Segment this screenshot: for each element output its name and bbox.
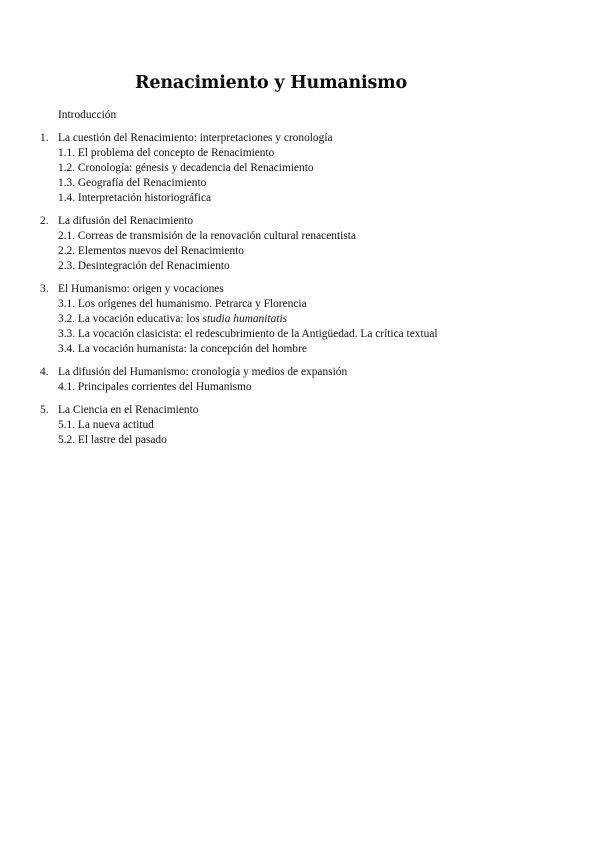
toc-subsection: 2.2. Elementos nuevos del Renacimiento xyxy=(58,245,245,257)
toc-subsection: 1.3. Geografía del Renacimiento xyxy=(58,177,207,189)
document-title: Renacimiento y Humanismo xyxy=(135,73,407,93)
toc-section-heading xyxy=(40,214,438,229)
section-number: 4. xyxy=(40,366,49,378)
toc-subsection: 2.3. Desintegración del Renacimiento xyxy=(58,260,230,272)
toc-subsection: 4.1. Principales corrientes del Humanismo xyxy=(58,381,252,393)
toc-section-1 xyxy=(40,131,438,206)
table-of-contents xyxy=(40,108,438,448)
toc-subsection: 5.1. La nueva actitud xyxy=(58,419,154,431)
toc-section-2 xyxy=(40,214,438,274)
subsection-italic-term: studia humanitatis xyxy=(202,313,288,325)
toc-subsection: 1.1. El problema del concepto de Renacimiento xyxy=(58,147,275,159)
section-title: La difusión del Humanismo: cronología y medios de expansión xyxy=(58,366,348,378)
toc-subsection: 3.3. La vocación clasicista: el redescubrimiento de la Antigüedad. La crítica textual xyxy=(58,328,438,340)
toc-subsection: 1.4. Interpretación historiográfica xyxy=(58,192,212,204)
section-number: 5. xyxy=(40,404,49,416)
toc-subsection: 3.4. La vocación humanista: la concepción del hombre xyxy=(58,343,307,355)
section-number: 2. xyxy=(40,215,49,227)
toc-section-heading xyxy=(40,282,438,297)
toc-intro: Introducción xyxy=(58,109,117,121)
toc-subsection xyxy=(40,312,438,327)
toc-section-5 xyxy=(40,403,438,448)
section-title: La Ciencia en el Renacimiento xyxy=(58,404,199,416)
section-title: El Humanismo: origen y vocaciones xyxy=(58,283,224,295)
toc-section-heading xyxy=(40,403,438,418)
toc-subsection: 1.2. Cronología: génesis y decadencia del Renacimiento xyxy=(58,162,314,174)
section-title: La difusión del Renacimiento xyxy=(58,215,194,227)
toc-subsection: 3.1. Los orígenes del humanismo. Petrarca y Florencia xyxy=(58,298,307,310)
toc-subsection: 2.1. Correas de transmisión de la renovación cultural renacentista xyxy=(58,230,356,242)
toc-section-heading xyxy=(40,131,438,146)
toc-section-3 xyxy=(40,282,438,357)
toc-section-heading xyxy=(40,365,438,380)
section-number: 1. xyxy=(40,132,49,144)
toc-subsection: 5.2. El lastre del pasado xyxy=(58,434,167,446)
section-title: La cuestión del Renacimiento: interpretaciones y cronología xyxy=(58,132,333,144)
toc-section-4 xyxy=(40,365,438,395)
section-number: 3. xyxy=(40,283,49,295)
subsection-text: 3.2. La vocación educativa: los xyxy=(58,313,203,325)
